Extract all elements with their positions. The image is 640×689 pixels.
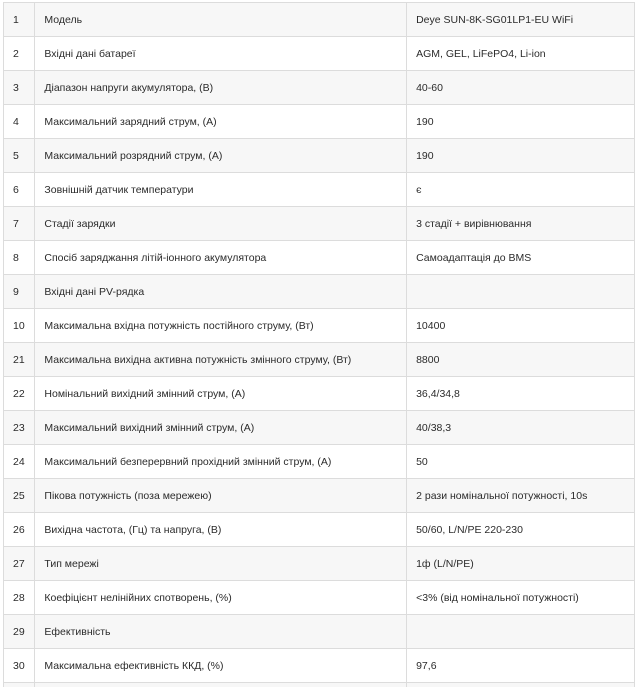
parameter-value-cell: 50/60, L/N/PE 220-230	[407, 513, 635, 547]
table-row	[4, 71, 635, 105]
parameter-value-cell: 1ф (L/N/PE)	[407, 547, 635, 581]
parameter-name-cell: Спосіб заряджання літій-іонного акумулятора	[35, 241, 407, 275]
parameter-value-cell: 2 рази номінальної потужності, 10s	[407, 479, 635, 513]
table-row	[4, 513, 635, 547]
parameter-name-cell: Стадії зарядки	[35, 207, 407, 241]
parameter-value-cell: Deye SUN-8K-SG01LP1-EU WiFi	[407, 3, 635, 37]
row-number-cell: 3	[4, 71, 35, 105]
parameter-name-cell: Тип мережі	[35, 547, 407, 581]
table-cell-partial	[4, 683, 35, 688]
parameter-value-cell	[407, 275, 635, 309]
parameter-name-cell: Коефіцієнт нелінійних спотворень, (%)	[35, 581, 407, 615]
table-row	[4, 411, 635, 445]
parameter-value-cell	[407, 615, 635, 649]
parameter-name-cell: Пікова потужність (поза мережею)	[35, 479, 407, 513]
parameter-value-cell: 40-60	[407, 71, 635, 105]
table-row	[4, 343, 635, 377]
parameter-value-cell: 10400	[407, 309, 635, 343]
row-number-cell: 24	[4, 445, 35, 479]
row-number-cell: 9	[4, 275, 35, 309]
parameter-name-cell: Максимальний розрядний струм, (А)	[35, 139, 407, 173]
table-row	[4, 105, 635, 139]
table-row	[4, 241, 635, 275]
parameter-name-cell: Максимальний зарядний струм, (А)	[35, 105, 407, 139]
parameter-value-cell: 3 стадії + вирівнювання	[407, 207, 635, 241]
parameter-value-cell: <3% (від номінальної потужності)	[407, 581, 635, 615]
row-number-cell: 2	[4, 37, 35, 71]
parameter-value-cell: 50	[407, 445, 635, 479]
table-row	[4, 275, 635, 309]
row-number-cell: 27	[4, 547, 35, 581]
row-number-cell: 21	[4, 343, 35, 377]
table-row	[4, 581, 635, 615]
spec-table	[3, 2, 635, 687]
table-row	[4, 3, 635, 37]
row-number-cell: 8	[4, 241, 35, 275]
row-number-cell: 26	[4, 513, 35, 547]
parameter-value-cell: є	[407, 173, 635, 207]
parameter-name-cell: Максимальна вхідна потужність постійного струму, (Вт)	[35, 309, 407, 343]
parameter-name-cell: Максимальний вихідний змінний струм, (А)	[35, 411, 407, 445]
table-row	[4, 377, 635, 411]
parameter-name-cell: Максимальна ефективність ККД, (%)	[35, 649, 407, 683]
parameter-value-cell: 190	[407, 139, 635, 173]
row-number-cell: 29	[4, 615, 35, 649]
parameter-name-cell: Максимальний безперервний прохідний змінний струм, (А)	[35, 445, 407, 479]
row-number-cell: 25	[4, 479, 35, 513]
parameter-name-cell: Ефективність	[35, 615, 407, 649]
row-number-cell: 28	[4, 581, 35, 615]
table-row-partial	[4, 683, 635, 688]
row-number-cell: 4	[4, 105, 35, 139]
parameter-value-cell: 97,6	[407, 649, 635, 683]
table-row	[4, 37, 635, 71]
parameter-name-cell: Вхідні дані PV-рядка	[35, 275, 407, 309]
table-row	[4, 445, 635, 479]
parameter-name-cell: Вхідні дані батареї	[35, 37, 407, 71]
parameter-value-cell: 36,4/34,8	[407, 377, 635, 411]
row-number-cell: 23	[4, 411, 35, 445]
table-row	[4, 649, 635, 683]
parameter-name-cell: Модель	[35, 3, 407, 37]
parameter-name-cell: Номінальний вихідний змінний струм, (А)	[35, 377, 407, 411]
table-row	[4, 615, 635, 649]
parameter-name-cell: Зовнішній датчик температури	[35, 173, 407, 207]
table-row	[4, 309, 635, 343]
row-number-cell: 7	[4, 207, 35, 241]
row-number-cell: 10	[4, 309, 35, 343]
spec-table-body	[4, 3, 635, 688]
table-row	[4, 173, 635, 207]
row-number-cell: 30	[4, 649, 35, 683]
table-row	[4, 479, 635, 513]
parameter-value-cell: 40/38,3	[407, 411, 635, 445]
table-row	[4, 547, 635, 581]
parameter-value-cell: AGM, GEL, LiFePO4, Li-ion	[407, 37, 635, 71]
parameter-value-cell: Самоадаптація до BMS	[407, 241, 635, 275]
parameter-value-cell: 8800	[407, 343, 635, 377]
row-number-cell: 22	[4, 377, 35, 411]
row-number-cell: 1	[4, 3, 35, 37]
row-number-cell: 6	[4, 173, 35, 207]
table-row	[4, 207, 635, 241]
parameter-name-cell: Діапазон напруги акумулятора, (В)	[35, 71, 407, 105]
parameter-value-cell: 190	[407, 105, 635, 139]
table-row	[4, 139, 635, 173]
row-number-cell: 5	[4, 139, 35, 173]
table-cell-partial	[35, 683, 407, 688]
table-cell-partial	[407, 683, 635, 688]
parameter-name-cell: Вихідна частота, (Гц) та напруга, (В)	[35, 513, 407, 547]
parameter-name-cell: Максимальна вихідна активна потужність змінного струму, (Вт)	[35, 343, 407, 377]
